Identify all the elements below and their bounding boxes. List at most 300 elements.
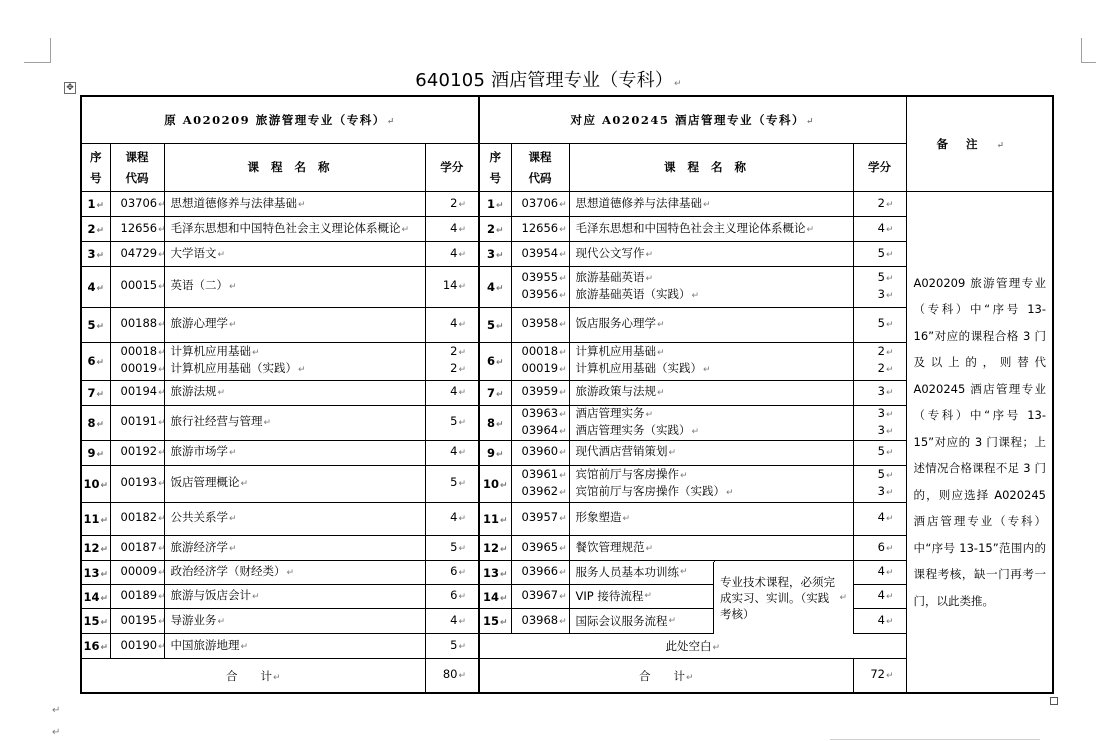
course-credit: 5 (450, 539, 458, 554)
paragraph-mark: ↵ (158, 320, 166, 331)
right-name-cell (569, 267, 853, 307)
right-code-cell (511, 342, 569, 380)
left-code-cell (110, 561, 164, 585)
left-name-cell (164, 561, 425, 585)
course-code: 00190 (120, 637, 158, 652)
right-code-cell (511, 267, 569, 307)
course-code: 03965 (521, 539, 559, 554)
paragraph-mark: ↵ (680, 567, 688, 578)
course-name: 旅游市场学 (170, 444, 228, 459)
paragraph-mark: ↵ (885, 320, 894, 331)
course-name: 酒店管理实务（实践） (575, 422, 691, 437)
right-section-header (479, 96, 906, 144)
course-code: 03957 (521, 510, 559, 525)
paragraph-mark: ↵ (96, 226, 105, 237)
course-name: VIP 接待流程 (575, 589, 644, 604)
course-credit: 4 (877, 510, 885, 525)
course-name: 英语（二） (170, 278, 228, 293)
right-name-cell (569, 217, 853, 242)
paragraph-mark: ↵ (885, 568, 894, 579)
course-name: 旅游基础英语（实践） (575, 286, 691, 301)
course-credit: 5 (877, 466, 885, 481)
paragraph-mark: ↵ (96, 251, 105, 262)
left-code-cell (110, 609, 164, 634)
course-credit: 6 (450, 588, 458, 603)
left-seq-cell: 1↵ (81, 192, 110, 217)
right-total-credit: 72↵ (853, 659, 906, 693)
table-move-handle-icon[interactable]: ✥ (64, 82, 76, 94)
course-code: 00193 (120, 475, 158, 490)
course-name: 旅游政策与法规 (575, 384, 656, 399)
right-section-header-text: 对应 A020245 酒店管理专业（专科） (570, 113, 805, 128)
course-code: 03964 (521, 422, 559, 437)
paragraph-mark: ↵ (499, 515, 508, 526)
paragraph-mark: ↵ (559, 348, 567, 359)
paragraph-mark: ↵ (645, 409, 654, 420)
table-resize-handle[interactable] (1050, 697, 1058, 705)
course-code: 03956 (521, 286, 559, 301)
paragraph-mark: ↵ (158, 448, 166, 459)
course-credit: 3 (877, 483, 885, 498)
course-code: 00195 (120, 612, 158, 627)
course-code: 03958 (521, 316, 559, 331)
left-seq-cell: 13↵ (81, 561, 110, 585)
course-credit: 4 (450, 384, 458, 399)
left-name-cell (164, 242, 425, 267)
paragraph-mark: ↵ (96, 358, 105, 369)
paragraph-mark: ↵ (458, 448, 466, 459)
paragraph-mark: ↵ (559, 290, 567, 301)
paragraph-mark: ↵ (885, 290, 894, 301)
paragraph-mark: ↵ (645, 249, 654, 260)
right-credit-cell (853, 242, 906, 267)
course-credit: 5 (450, 475, 458, 490)
paragraph-mark: ↵ (158, 592, 166, 603)
course-credit: 3 (877, 422, 885, 437)
course-credit: 5 (450, 637, 458, 652)
right-code-cell (511, 242, 569, 267)
paragraph-mark: ↵ (668, 615, 677, 626)
right-code-cell (511, 217, 569, 242)
left-credit-cell (425, 267, 479, 307)
course-mapping-table (80, 95, 1054, 694)
right-seq-cell: 2↵ (479, 217, 511, 242)
right-seq-cell: 4↵ (479, 267, 511, 307)
paragraph-mark: ↵ (885, 592, 894, 603)
course-name: 饭店服务心理学 (575, 316, 656, 331)
left-code-cell (110, 217, 164, 242)
course-code: 00018 (120, 344, 158, 359)
paragraph-mark: ↵ (298, 199, 306, 210)
paragraph-mark: ↵ (158, 418, 166, 429)
paragraph-mark: ↵ (158, 479, 166, 490)
paragraph-mark: ↵ (495, 283, 504, 294)
left-seq-cell: 16↵ (81, 634, 110, 659)
paragraph-mark: ↵ (559, 273, 567, 284)
course-credit: 3 (877, 405, 885, 420)
paragraph-mark: ↵ (559, 199, 567, 210)
paragraph-mark: ↵ (885, 616, 894, 627)
right-credit-cell (853, 192, 906, 217)
right-code-cell (511, 192, 569, 217)
paragraph-mark: ↵ (559, 426, 567, 437)
course-code: 12656 (521, 220, 559, 235)
course-code: 03955 (521, 269, 559, 284)
left-credit-cell (425, 465, 479, 502)
left-name-cell (164, 585, 425, 609)
practice-note-text: 专业技术课程，必须完成实习、实训。（实践考核） (720, 574, 835, 621)
paragraph-mark: ↵ (158, 568, 166, 579)
paragraph-mark: ↵ (96, 419, 105, 430)
course-code: 00187 (120, 539, 158, 554)
left-name-cell (164, 192, 425, 217)
course-name: 计算机应用基础 (575, 344, 656, 359)
course-code: 12656 (120, 220, 158, 235)
paragraph-mark: ↵ (229, 448, 237, 459)
left-credit-cell (425, 405, 479, 440)
paragraph-mark: ↵ (806, 224, 815, 235)
paragraph-mark: ↵ (96, 201, 105, 212)
paragraph-mark: ↵ (657, 320, 665, 331)
course-code: 03960 (521, 444, 559, 459)
right-seq-cell: 11↵ (479, 502, 511, 535)
right-col-seq-header: 序 号 (479, 144, 511, 192)
left-credit-cell (425, 242, 479, 267)
course-credit: 4 (450, 220, 458, 235)
course-code: 00188 (120, 316, 158, 331)
course-name: 计算机应用基础（实践） (575, 361, 702, 376)
left-credit-cell (425, 307, 479, 342)
right-credit-cell (853, 502, 906, 535)
paragraph-mark: ↵ (622, 514, 631, 525)
paragraph-mark: ↵ (158, 543, 166, 554)
paragraph-mark: ↵ (458, 199, 466, 210)
paragraph-mark: ↵ (495, 226, 504, 237)
paragraph-mark: ↵ (885, 487, 894, 498)
course-code: 03706 (120, 195, 158, 210)
left-name-cell (164, 267, 425, 307)
practice-note-box (713, 562, 853, 634)
paragraph-mark: ↵ (559, 448, 567, 459)
right-seq-cell: 9↵ (479, 440, 511, 465)
left-credit-cell (425, 192, 479, 217)
paragraph-mark: ↵ (885, 426, 894, 437)
course-credit: 4 (450, 612, 458, 627)
left-code-cell (110, 465, 164, 502)
paragraph-mark: ↵ (996, 141, 1023, 152)
course-credit: 3 (877, 384, 885, 399)
right-name-cell (569, 342, 853, 380)
paragraph-mark: ↵ (158, 514, 166, 525)
right-credit-cell (853, 536, 906, 561)
left-section-header-text: 原 A020209 旅游管理专业（专科） (164, 113, 386, 128)
left-name-cell (164, 440, 425, 465)
right-name-cell (569, 242, 853, 267)
left-code-cell (110, 536, 164, 561)
left-section-header (81, 96, 479, 144)
course-credit: 5 (877, 269, 885, 284)
left-seq-cell: 14↵ (81, 585, 110, 609)
paragraph-mark: ↵ (100, 480, 109, 491)
right-seq-cell: 7↵ (479, 380, 511, 405)
paragraph-mark: ↵ (158, 616, 166, 627)
left-code-cell (110, 585, 164, 609)
right-credit-cell (853, 405, 906, 440)
paragraph-mark: ↵ (668, 448, 677, 459)
course-code: 00018 (521, 344, 559, 359)
table-body (81, 96, 1053, 693)
paragraph-mark: ↵ (217, 616, 226, 627)
right-seq-cell: 5↵ (479, 307, 511, 342)
paragraph-mark: ↵ (458, 514, 466, 525)
paragraph-mark: ↵ (272, 672, 281, 683)
left-seq-cell: 9↵ (81, 440, 110, 465)
left-name-cell (164, 342, 425, 380)
paragraph-mark: ↵ (458, 592, 466, 603)
course-credit: 2 (450, 361, 458, 376)
course-name: 宾馆前厅与客房操作（实践） (575, 483, 725, 498)
course-credit: 3 (877, 286, 885, 301)
left-seq-cell: 8↵ (81, 405, 110, 440)
paragraph-mark: ↵ (499, 480, 508, 491)
course-code: 03959 (521, 384, 559, 399)
paragraph-mark: ↵ (885, 409, 894, 420)
paragraph-mark: ↵ (96, 283, 105, 294)
paragraph-mark: ↵ (458, 388, 466, 399)
right-code-cell (511, 585, 569, 609)
course-name: 旅游经济学 (170, 539, 228, 554)
paragraph-mark: ↵ (158, 249, 166, 260)
left-total-label: 合 计↵ (81, 659, 425, 693)
left-name-cell (164, 380, 425, 405)
course-credit: 2 (877, 344, 885, 359)
left-code-cell (110, 405, 164, 440)
left-code-cell (110, 242, 164, 267)
paragraph-mark: ↵ (559, 320, 567, 331)
right-credit-cell (853, 561, 906, 585)
paragraph-mark: ↵ (458, 641, 466, 652)
left-code-cell (110, 307, 164, 342)
paragraph-mark: ↵ (559, 616, 567, 627)
left-code-cell (110, 634, 164, 659)
paragraph-mark: ↵ (644, 591, 652, 602)
paragraph-mark: ↵ (52, 727, 61, 738)
paragraph-mark: ↵ (885, 365, 894, 376)
paragraph-mark: ↵ (240, 479, 249, 490)
course-name: 政治经济学（财经类） (170, 564, 286, 579)
paragraph-mark: ↵ (158, 388, 166, 399)
paragraph-mark: ↵ (158, 224, 166, 235)
course-credit: 4 (450, 316, 458, 331)
right-seq-cell: 13↵ (479, 561, 511, 585)
paragraph-mark: ↵ (559, 409, 567, 420)
paragraph-mark: ↵ (559, 365, 567, 376)
course-credit: 6 (877, 539, 885, 554)
notes-body (906, 192, 1053, 693)
paragraph-mark: ↵ (685, 672, 694, 683)
paragraph-mark: ↵ (458, 348, 466, 359)
paragraph-mark: ↵ (158, 365, 166, 376)
paragraph-mark: ↵ (100, 643, 109, 654)
left-col-credit-header: 学分 (425, 144, 479, 192)
left-col-code-header: 课程 代码 (110, 144, 164, 192)
paragraph-mark: ↵ (680, 470, 688, 481)
course-credit: 5 (877, 444, 885, 459)
paragraph-mark: ↵ (645, 543, 654, 554)
course-credit: 4 (877, 220, 885, 235)
right-credit-cell (853, 267, 906, 307)
course-code: 03968 (521, 612, 559, 627)
right-name-cell (569, 536, 853, 561)
left-credit-cell (425, 536, 479, 561)
paragraph-mark: ↵ (559, 592, 567, 603)
course-credit: 4 (450, 245, 458, 260)
course-code: 03966 (521, 564, 559, 579)
paragraph-mark: ↵ (499, 593, 508, 604)
paragraph-mark: ↵ (499, 569, 508, 580)
course-code: 00015 (120, 278, 158, 293)
left-code-cell (110, 267, 164, 307)
paragraph-mark: ↵ (495, 251, 504, 262)
paragraph-mark: ↵ (559, 470, 567, 481)
paragraph-mark: ↵ (885, 514, 894, 525)
paragraph-mark: ↵ (885, 199, 894, 210)
paragraph-mark: ↵ (674, 79, 682, 89)
left-total-credit: 80↵ (425, 659, 479, 693)
paragraph-mark: ↵ (458, 418, 466, 429)
paragraph-mark: ↵ (458, 543, 466, 554)
left-seq-cell: 12↵ (81, 536, 110, 561)
left-name-cell (164, 405, 425, 440)
right-name-cell (569, 405, 853, 440)
paragraph-mark: ↵ (885, 224, 894, 235)
left-name-cell (164, 307, 425, 342)
paragraph-mark: ↵ (217, 249, 226, 260)
paragraph-mark: ↵ (703, 365, 711, 376)
notes-header (906, 96, 1053, 192)
right-name-cell (569, 502, 853, 535)
paragraph-mark: ↵ (657, 348, 665, 359)
paragraph-mark: ↵ (885, 671, 894, 682)
course-credit: 2 (450, 195, 458, 210)
right-seq-cell: 3↵ (479, 242, 511, 267)
left-col-seq-header: 序 号 (81, 144, 110, 192)
left-seq-cell: 10↵ (81, 465, 110, 502)
paragraph-mark: ↵ (158, 348, 166, 359)
paragraph-mark: ↵ (401, 224, 410, 235)
paragraph-mark: ↵ (559, 224, 567, 235)
notes-text: A020209 旅游管理专业（专科）中“序号 13-16”对应的课程合格 3 门及以上的，则替代 A020245 酒店管理专业（专科）中“序号 13-15”对应的 3 门课程；上述情况合格课程不足 3 门的，则应选择 A020245 酒店管理专业（专科）中“序号 13-15”范围内的课程考核，缺一门再考一门，以此类推。 (913, 275, 1046, 608)
right-seq-cell: 10↵ (479, 465, 511, 502)
paragraph-mark: ↵ (495, 201, 504, 212)
paragraph-mark: ↵ (100, 545, 109, 556)
course-name: 中国旅游地理 (170, 637, 240, 652)
left-credit-cell (425, 342, 479, 380)
paragraph-mark: ↵ (885, 348, 894, 359)
left-credit-cell (425, 609, 479, 634)
paragraph-mark: ↵ (559, 487, 567, 498)
right-seq-cell: 15↵ (479, 609, 511, 634)
left-code-cell (110, 192, 164, 217)
paragraph-mark: ↵ (286, 568, 295, 579)
left-credit-cell (425, 440, 479, 465)
paragraph-mark: ↵ (645, 273, 654, 284)
right-code-cell (511, 536, 569, 561)
table-row (81, 192, 1053, 217)
paragraph-mark: ↵ (559, 514, 567, 525)
paragraph-mark: ↵ (100, 593, 109, 604)
left-seq-cell: 11↵ (81, 502, 110, 535)
course-name: 旅游心理学 (170, 316, 228, 331)
notes-header-text: 备注 (936, 137, 996, 152)
course-code: 00192 (120, 444, 158, 459)
paragraph-mark: ↵ (885, 388, 894, 399)
course-code: 04729 (120, 245, 158, 260)
left-credit-cell (425, 217, 479, 242)
right-code-cell (511, 307, 569, 342)
paragraph-mark: ↵ (229, 282, 237, 293)
paragraph-mark: ↵ (839, 592, 847, 603)
course-name: 毛泽东思想和中国特色社会主义理论体系概论 (575, 220, 806, 235)
course-code: 03706 (521, 195, 559, 210)
right-credit-cell (853, 440, 906, 465)
left-credit-cell (425, 561, 479, 585)
page-footer-line (830, 739, 1040, 740)
crop-mark-top-left (24, 38, 51, 63)
course-code: 00019 (120, 361, 158, 376)
right-code-cell (511, 440, 569, 465)
course-name: 导游业务 (170, 612, 217, 627)
paragraph-mark: ↵ (229, 320, 237, 331)
paragraph-mark: ↵ (229, 543, 237, 554)
paragraph-mark: ↵ (495, 389, 504, 400)
right-credit-cell (853, 609, 906, 634)
right-col-code-header: 课程 代码 (511, 144, 569, 192)
paragraph-mark: ↵ (458, 671, 466, 682)
right-col-name-header: 课程名称 (569, 144, 853, 192)
course-credit: 2 (877, 195, 885, 210)
course-name: 酒店管理实务 (575, 405, 645, 420)
paragraph-mark: ↵ (495, 419, 504, 430)
course-name: 现代酒店营销策划 (575, 444, 668, 459)
paragraph-mark: ↵ (100, 618, 109, 629)
paragraph-mark: ↵ (885, 448, 894, 459)
course-name: 旅行社经营与管理 (170, 414, 263, 429)
paragraph-mark: ↵ (458, 365, 466, 376)
course-credit: 4 (450, 444, 458, 459)
paragraph-mark: ↵ (458, 479, 466, 490)
course-code: 03954 (521, 245, 559, 260)
course-name: 思想道德修养与法律基础 (575, 195, 702, 210)
course-name: 大学语文 (170, 245, 217, 260)
course-code: 03961 (521, 466, 559, 481)
paragraph-mark: ↵ (96, 389, 105, 400)
right-name-cell (569, 192, 853, 217)
paragraph-mark: ↵ (263, 418, 272, 429)
paragraph-mark: ↵ (726, 487, 734, 498)
paragraph-mark: ↵ (495, 449, 504, 460)
right-name-text (570, 609, 714, 633)
paragraph-mark: ↵ (298, 365, 306, 376)
course-credit: 4 (877, 588, 885, 603)
crop-mark-top-right (1081, 38, 1096, 63)
right-name-text (570, 561, 714, 584)
right-code-cell (511, 405, 569, 440)
right-seq-cell: 8↵ (479, 405, 511, 440)
left-seq-cell: 5↵ (81, 307, 110, 342)
left-col-name-header: 课程名称 (164, 144, 425, 192)
left-seq-cell: 6↵ (81, 342, 110, 380)
